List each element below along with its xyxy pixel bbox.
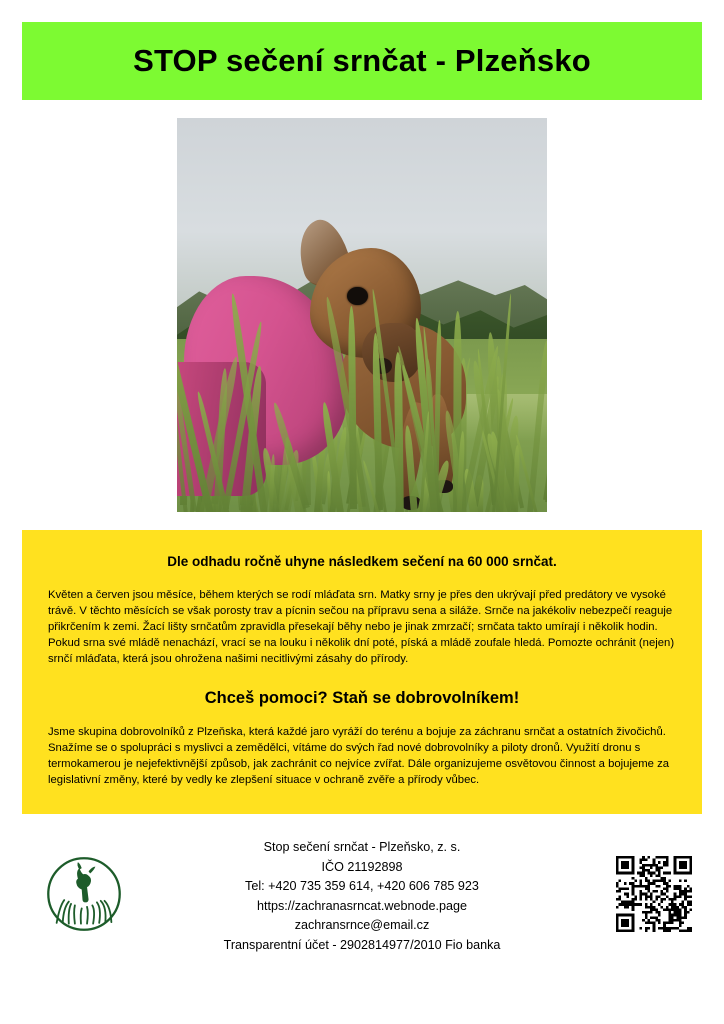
footer-org-name: Stop sečení srnčat - Plzeňsko, z. s. bbox=[263, 840, 461, 855]
footer-email-link[interactable]: zachransrnce@email.cz bbox=[294, 918, 430, 933]
fawn-eye bbox=[347, 287, 367, 305]
footer-bank-account: Transparentní účet - 2902814977/2010 Fio banka bbox=[223, 937, 501, 952]
title-band bbox=[22, 22, 702, 100]
photo-wrapper bbox=[22, 118, 702, 512]
fawn-muzzle bbox=[362, 323, 421, 382]
qr-code[interactable] bbox=[616, 856, 692, 932]
footer-contact-block bbox=[22, 838, 702, 955]
fawn-photo bbox=[177, 118, 547, 512]
information-block bbox=[22, 530, 702, 814]
footer-website-link[interactable]: https://zachranasrncat.webnode.page bbox=[256, 898, 468, 913]
lead-statistic: Dle odhadu ročně uhyne následkem sečení na 60 000 srnčat. bbox=[167, 554, 557, 569]
paragraph-about-us: Jsme skupina dobrovolníků z Plzeňska, která každé jaro vyráží do terénu a bojuje za záchranu srnčat a ostatních živočichů. Snažíme se o spolupráci s myslivci a zemědělci, vítáme do svých řad nové dobrovolníky a piloty dronů. Využití dronu s termokamerou je nejefektivnější způsob, jak zachránit co nejvíce zvířat. Dále organizujeme osvětovou činnost a bojujeme za legislativní změny, které by vedly ke zlepšení situace v ochraně zvěře a přírody vůbec. bbox=[48, 726, 670, 787]
call-to-action-heading: Chceš pomoci? Staň se dobrovolníkem! bbox=[204, 689, 520, 708]
page-title: STOP sečení srnčat - Plzeňsko bbox=[133, 43, 591, 78]
paragraph-problem: Květen a červen jsou měsíce, během kterých se rodí mláďata srn. Matky srny je přes den ukrývají před predátory ve vysoké trávě. V těchto měsících se však porosty trav a pícnin sečou na přípravu sena a siláže. Srnče na jakékoliv nebezpečí reaguje přikrčením k zemi. Žací lišty srnčatům zpravidla přesekají běhy nebo je jinak zmrzačí; srnčata takto umírají i několik hodin. Pokud srna své mládě nenachází, vrací se na louku i několik dní poté, píská a mládě zoufale hledá. Pomozte ochránit (nejen) srnčí mláďata, která jsou ohrožena našimi necitlivými zásahy do přírody. bbox=[48, 589, 675, 666]
footer bbox=[22, 834, 702, 974]
footer-phone: Tel: +420 735 359 614, +420 606 785 923 bbox=[245, 879, 479, 894]
footer-ico: IČO 21192898 bbox=[321, 859, 403, 874]
